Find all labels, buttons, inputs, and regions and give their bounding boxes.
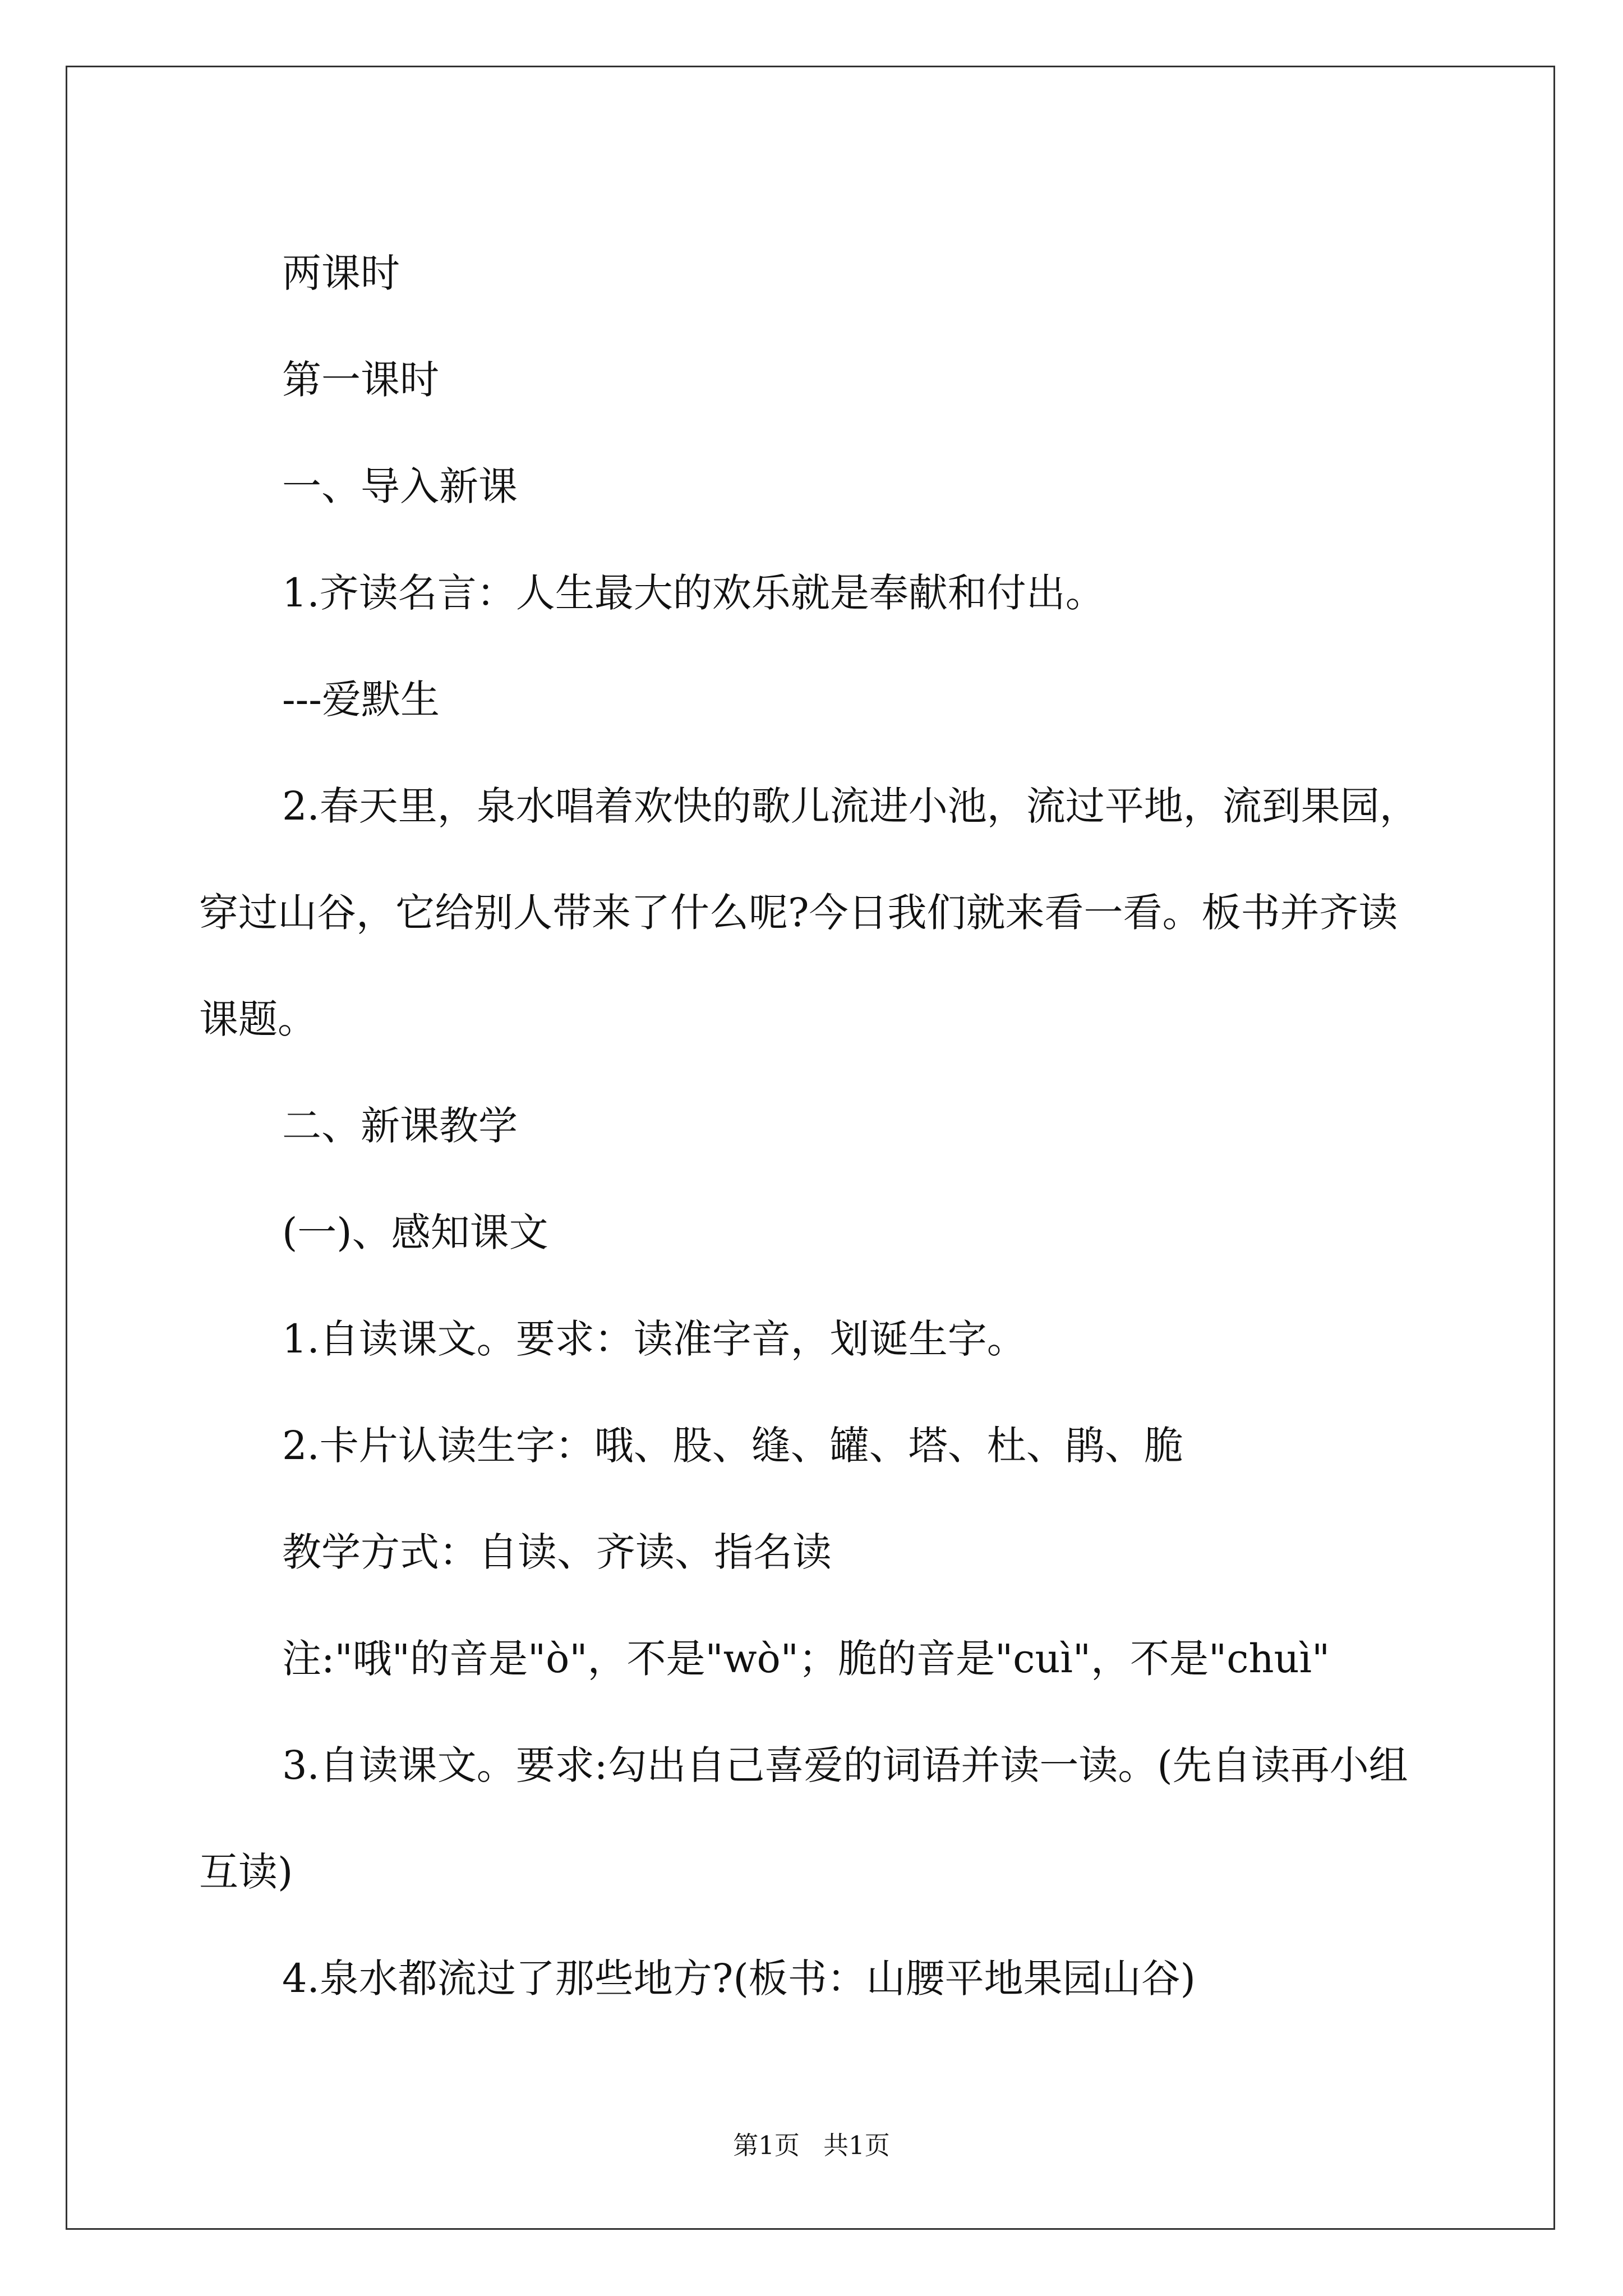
- paragraph-pronunciation-note: 注:"哦"的音是"ò"，不是"wò"；脆的音是"cuì"，不是"chuì": [282, 1636, 1330, 1682]
- paragraph-quote-author: ---爱默生: [282, 677, 440, 723]
- paragraph-teaching-method: 教学方式：自读、齐读、指名读: [282, 1529, 832, 1575]
- paragraph-spring-places: 4.泉水都流过了那些地方?(板书：山腰平地果园山谷): [282, 1955, 1196, 2001]
- page-footer: [0, 2125, 1623, 2161]
- paragraph-lesson-count: 两课时: [282, 250, 400, 296]
- paragraph-favorite-words: 3.自读课文。要求:勾出自己喜爱的词语并读一读。(先自读再小组互读): [199, 1742, 1408, 1895]
- page-number: 第1页: [733, 2131, 800, 2160]
- paragraph-self-read: 1.自读课文。要求：读准字音，划诞生字。: [282, 1316, 1026, 1362]
- paragraph-spring-intro: 2.春天里，泉水唱着欢快的歌儿流进小池，流过平地，流到果园，穿过山谷，它给别人带来了什么呢?今日我们就来看一看。板书并齐读课题。: [199, 783, 1419, 1042]
- paragraph-first-lesson: 第一课时: [282, 357, 439, 403]
- page-total: 共1页: [823, 2131, 890, 2160]
- heading-introduction: 一、导入新课: [282, 463, 518, 509]
- heading-perceive-text: (一)、感知课文: [282, 1209, 548, 1255]
- heading-new-lesson: 二、新课教学: [282, 1103, 518, 1149]
- paragraph-quote: 1.齐读名言：人生最大的欢乐就是奉献和付出。: [282, 570, 1105, 616]
- document-body: [199, 220, 1433, 2032]
- paragraph-card-reading: 2.卡片认读生字：哦、股、缝、罐、塔、杜、鹃、脆: [282, 1423, 1183, 1469]
